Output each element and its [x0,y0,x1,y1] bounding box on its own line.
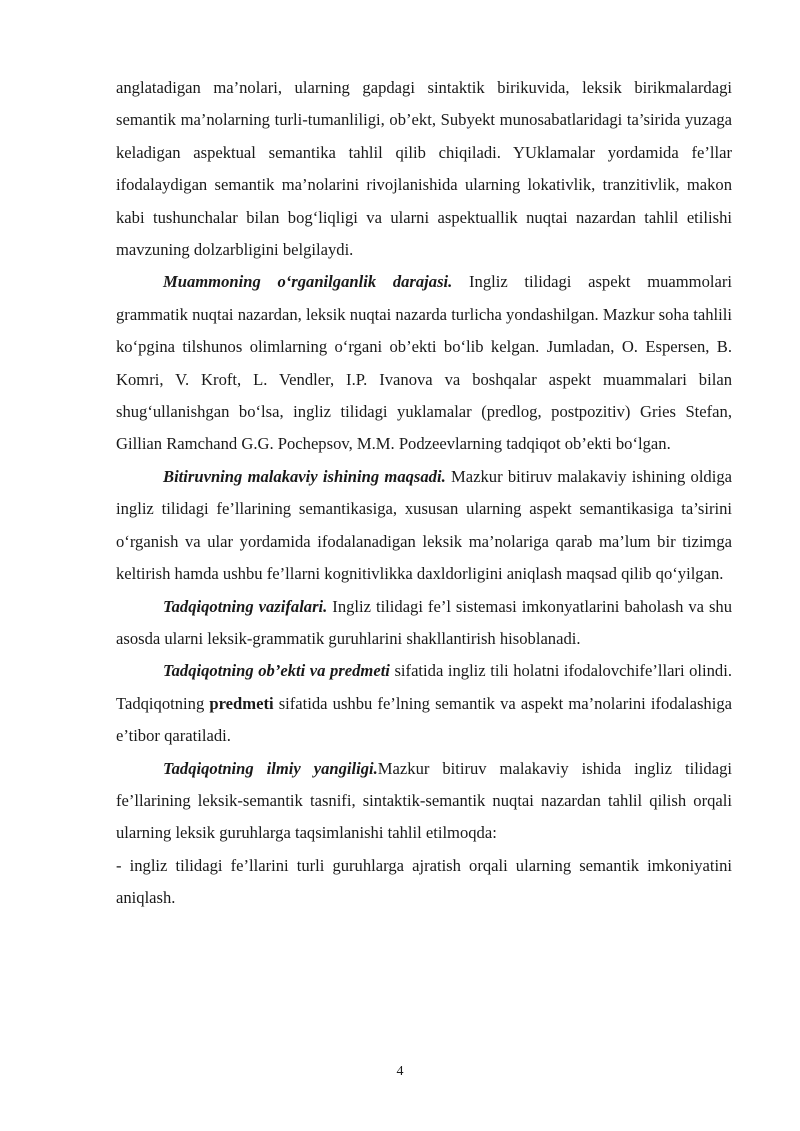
section-heading-research-degree: Muammoning o‘rganilganlik darajasi. [163,272,453,292]
paragraph-tasks [116,591,732,656]
paragraph-text: Ingliz tilidagi aspekt muammolari grammatik nuqtai nazardan, leksik nuqtai nazarda turlicha yondashilgan. Mazkur soha tahlili ko‘pgina tilshunos olimlarning o‘rgani ob’ekti bo‘lib kelgan. Jumladan, O. Espersen, B. Komri, V. Kroft, L. Vendler, I.P. Ivanova va boshqalar aspekt muammalari bilan shug‘ullanishgan bo‘lsa, ingliz tilidagi yuklamalar (predlog, postpozitiv) Gries Stefan, Gillian Ramchand G.G. Pochepsov, M.M. Podzeevlarning tadqiqot ob’ekti bo‘lgan. [116,272,732,454]
paragraph-text: sifatida ushbu fe’lning semantik va aspekt ma’nolarini ifodalashiga e’tibor qaratiladi. [116,693,732,746]
paragraph-text: Mazkur bitiruv malakaviy ishining oldiga ingliz tilidagi fe’llarining semantikasiga, xususan ularning aspekt semantikasiga ta’sirini o‘rganish va ular yordamida ifodalanadigan leksik ma’nolariga qarab ma’lum bir tizimga keltirish hamda ushbu fe’llarni kognitivlikka daxldorligini aniqlash maqsad qilib qo‘yilgan. [116,466,732,584]
list-item [116,850,732,915]
document-page [116,72,732,915]
paragraph-text: Mazkur bitiruv malakaviy ishida ingliz tilidagi fe’llarining leksik-semantik tasnifi, sintaktik-semantik nuqtai nazardan tahlil qilish orqali ularning leksik guruhlarga taqsimlanishi tahlil etilmoqda: [116,758,732,843]
paragraph-object-subject [116,655,732,752]
paragraph-text: sifatida ingliz tili holatni ifodalovchife’llari olindi. Tadqiqotning [116,661,732,713]
section-heading-tasks: Tadqiqotning vazifalari. [163,596,328,616]
section-heading-object-subject: Tadqiqotning ob’ekti va predmeti [163,661,390,681]
bold-term-predmeti: predmeti [209,693,274,713]
section-heading-scientific-novelty: Tadqiqotning ilmiy yangiligi. [163,758,378,778]
paragraph-text: Ingliz tilidagi fe’l sistemasi imkonyatlarini baholash va shu asosda ularni leksik-grammatik guruhlarini shakllantirish hisoblanadi. [116,596,732,648]
paragraph-research-degree [116,266,732,460]
paragraph-scientific-novelty [116,753,732,850]
section-heading-goal: Bitiruvning malakaviy ishining maqsadi. [163,466,446,486]
paragraph-text: anglatadigan ma’nolari, ularning gapdagi sintaktik birikuvida, leksik birikmalardagi semantik ma’nolarning turli-tumanliligi, ob’ekt, Subyekt munosabatlaridagi ta’sirida yuzaga keladigan aspektual semantika tahlil qilib chiqiladi. YUklamalar yordamida fe’llar ifodalaydigan semantik ma’nolarini rivojlanishida ularning lokativlik, tranzitivlik, makon kabi tushunchalar bilan bog‘liqligi va ularni aspektuallik nuqtai nazardan tahlil etilishi mavzuning dolzarbligini belgilaydi. [116,78,732,260]
list-item-text: - ingliz tilidagi fe’llarini turli guruhlarga ajratish orqali ularning semantik imkoniyatini aniqlash. [116,855,732,908]
paragraph-relevance-continued [116,72,732,266]
paragraph-goal [116,461,732,591]
page-number: 4 [396,1064,404,1079]
